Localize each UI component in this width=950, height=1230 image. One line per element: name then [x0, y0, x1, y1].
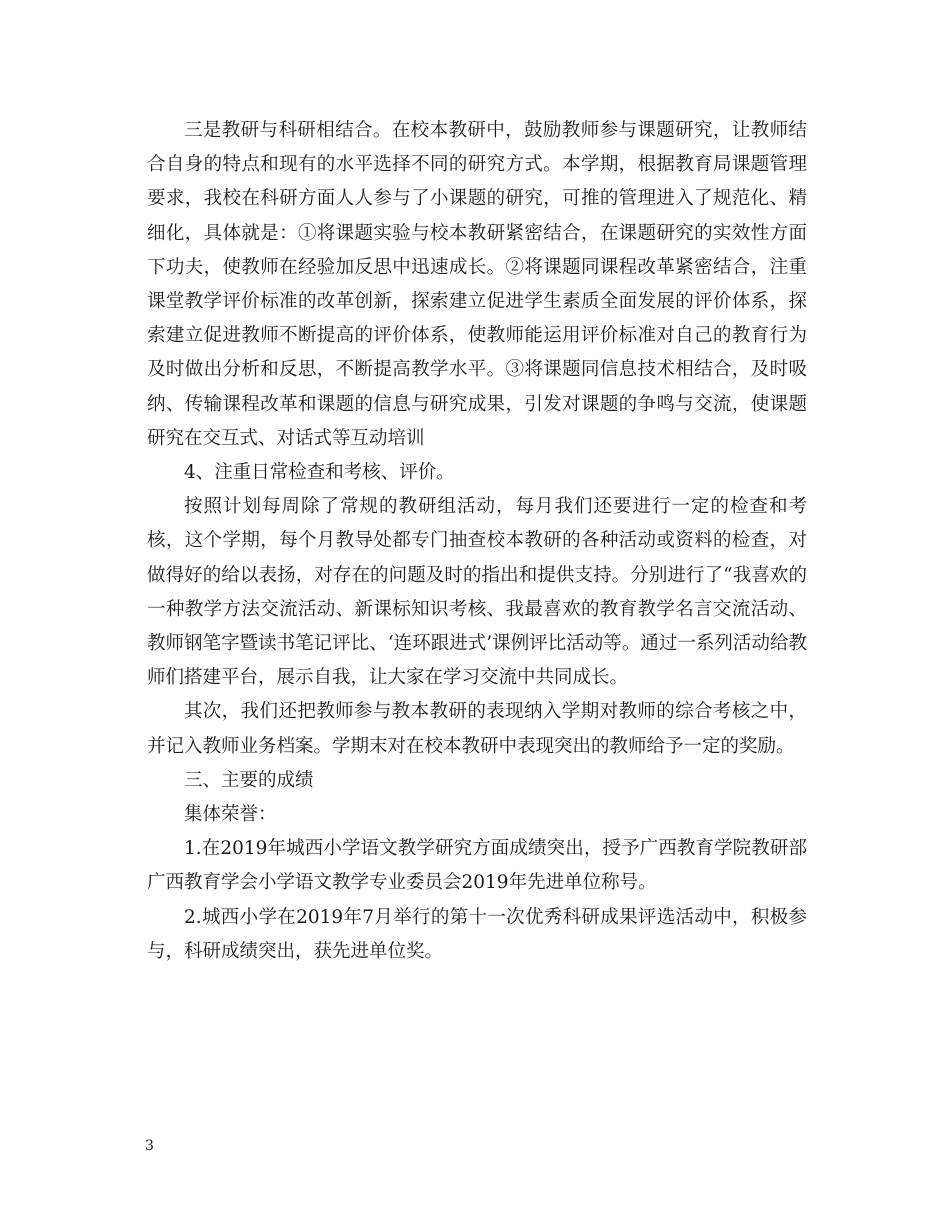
heading-collective-honors: 集体荣誉： [184, 804, 277, 826]
paragraph-assessment-records: 其次，我们还把教师参与教本教研的表现纳入学期对教师的综合考核之中，并记入教师业务档案。学期末对在校本教研中表现突出的教师给予一定的奖励。 [147, 701, 807, 757]
list-item-honor-2: 2.城西小学在2019年7月举行的第十一次优秀科研成果评选活动中，积极参与，科研成绩突出，获先进单位奖。 [147, 906, 807, 962]
heading-main-achievements: 三、主要的成绩 [184, 769, 314, 791]
list-item-honor-1: 1.在2019年城西小学语文教学研究方面成绩突出，授予广西教育学院教研部广西教育学会小学语文教学专业委员会2019年先进单位称号。 [147, 838, 807, 894]
heading-daily-inspection: 4、注重日常检查和考核、评价。 [184, 462, 455, 484]
page-number: 3 [145, 1138, 154, 1154]
document-body [147, 114, 807, 969]
paragraph-monthly-checks: 按照计划每周除了常规的教研组活动，每月我们还要进行一定的检查和考核，这个学期，每个月教导处都专门抽查校本教研的各种活动或资料的检查，对做得好的给以表扬，对存在的问题及时的指出和提供支持。分别进行了“我喜欢的一种教学方法交流活动、新课标知识考核、我最喜欢的教育教学名言交流活动、教师钢笔字暨读书笔记评比、‘连环跟进式’课例评比活动等。通过一系列活动给教师们搭建平台，展示自我，让大家在学习交流中共同成长。 [147, 496, 807, 689]
paragraph-research-integration: 三是教研与科研相结合。在校本教研中，鼓励教师参与课题研究，让教师结合自身的特点和现有的水平选择不同的研究方式。本学期，根据教育局课题管理要求，我校在科研方面人人参与了小课题的研究，可推的管理进入了规范化、精细化，具体就是：①将课题实验与校本教研紧密结合，在课题研究的实效性方面下功夫，使教师在经验加反思中迅速成长。②将课题同课程改革紧密结合，注重课堂教学评价标准的改革创新，探索建立促进学生素质全面发展的评价体系，探索建立促进教师不断提高的评价体系，使教师能运用评价标准对自己的教育行为及时做出分析和反思，不断提高教学水平。③将课题同信息技术相结合，及时吸纳、传输课程改革和课题的信息与研究成果，引发对课题的争鸣与交流，使课题研究在交互式、对话式等互动培训 [147, 120, 807, 449]
